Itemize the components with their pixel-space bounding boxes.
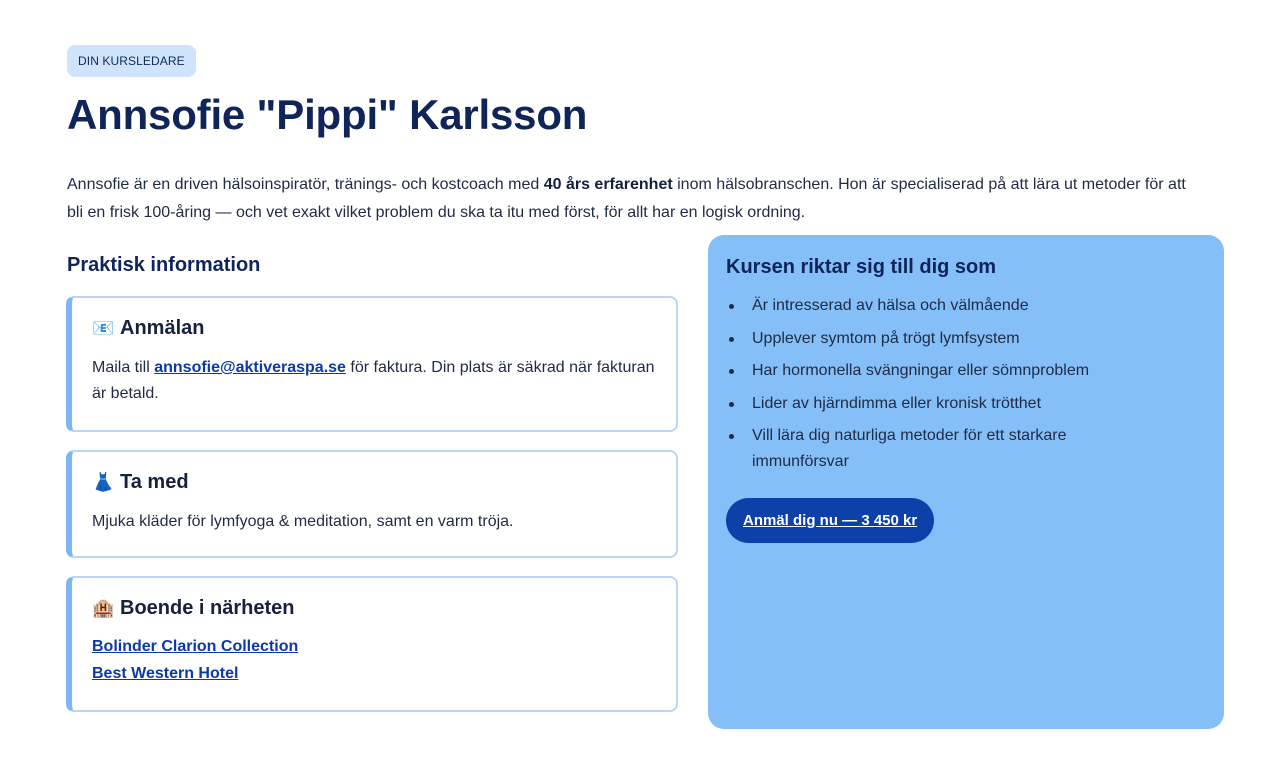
bullet-icon: [729, 402, 734, 407]
bring-card: [66, 450, 678, 558]
bring-text: Mjuka kläder för lymfyoga & meditation, samt en varm tröja.: [92, 513, 514, 530]
signup-title-text: Anmälan: [120, 317, 205, 339]
bullet-icon: [729, 337, 734, 342]
hotel-icon: 🏨: [92, 598, 115, 618]
list-item-text: Är intresserad av hälsa och välmående: [752, 297, 1029, 314]
section-badge: DIN KURSLEDARE: [67, 45, 196, 77]
dress-icon: 👗: [92, 472, 115, 492]
lodging-card-title: [92, 595, 656, 621]
list-item: [726, 423, 1112, 475]
lodging-title-text: Boende i närheten: [120, 597, 295, 619]
intro-highlight: 40 års erfarenhet: [543, 176, 673, 193]
list-item: [726, 391, 1112, 417]
envelope-icon: 📧: [92, 318, 115, 338]
intro-text-2: inom hälsobranschen. Hon är specialiserad på att lära ut metoder för att bli en frisk 100-åring — och vet exakt vilket problem du ska ta itu med först, för allt har en logisk ordning.: [67, 176, 1186, 221]
list-item: [726, 326, 1112, 352]
audience-title: Kursen riktar sig till dig som: [726, 256, 997, 278]
bullet-icon: [729, 369, 734, 374]
signup-text-before: Maila till: [92, 359, 155, 376]
lodging-card: [66, 576, 678, 712]
list-item: [726, 358, 1112, 384]
signup-text-after: för faktura. Din plats är säkrad när fakturan är betald.: [92, 359, 655, 402]
practical-info-title: Praktisk information: [67, 254, 261, 276]
signup-card: [66, 296, 678, 432]
list-item-text: Upplever symtom på trögt lymfsystem: [752, 329, 1020, 347]
lodging-links: [92, 633, 656, 687]
bullet-icon: [729, 434, 734, 439]
list-item-text: Vill lära dig naturliga metoder för ett starkare immunförsvar: [752, 427, 1067, 470]
hotel-link-best-western[interactable]: Best Western Hotel: [92, 665, 239, 682]
list-item-text: Har hormonella svängningar eller sömnproblem: [752, 362, 1090, 379]
list-item-text: Lider av hjärndimma eller kronisk trötthet: [752, 394, 1042, 412]
hotel-link-bolinder[interactable]: Bolinder Clarion Collection: [92, 638, 299, 655]
signup-card-title: [92, 315, 656, 341]
list-item: [726, 293, 1112, 319]
audience-list: [726, 293, 1206, 475]
email-link[interactable]: annsofie@aktiveraspa.se: [154, 359, 346, 376]
practical-info-column: [66, 235, 678, 712]
audience-panel: [708, 235, 1224, 729]
intro-paragraph: [67, 171, 1187, 227]
page-title: Annsofie "Pippi" Karlsson: [67, 91, 588, 138]
bring-card-title: [92, 469, 656, 495]
intro-text-1: Annsofie är en driven hälsoinspiratör, tränings- och kostcoach med: [67, 176, 544, 193]
signup-text: [92, 355, 656, 407]
bullet-icon: [729, 304, 734, 309]
signup-cta-button[interactable]: Anmäl dig nu — 3 450 kr: [726, 498, 934, 543]
bring-title-text: Ta med: [120, 471, 189, 493]
